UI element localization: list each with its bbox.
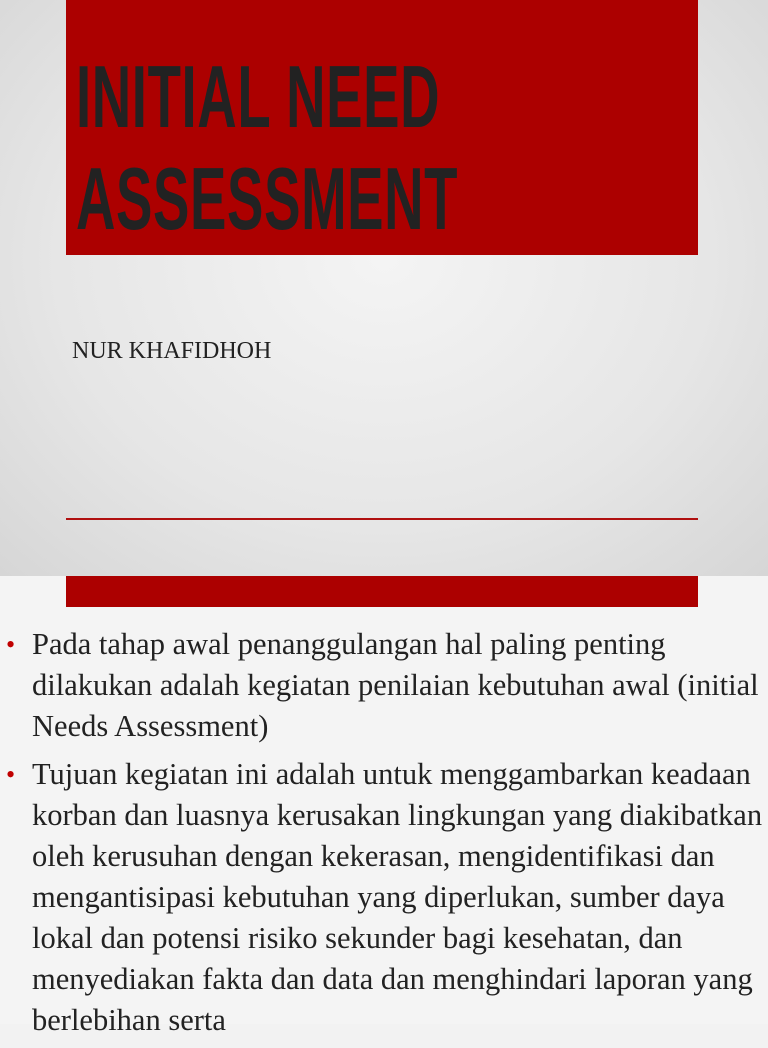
bullet-icon: • bbox=[6, 630, 16, 659]
title-line-2: ASSESSMENT bbox=[76, 149, 459, 248]
divider-line bbox=[66, 518, 698, 520]
bullet-list bbox=[0, 624, 768, 1048]
slide-title bbox=[76, 46, 458, 250]
content-slide bbox=[0, 576, 768, 1037]
bullet-item bbox=[6, 754, 768, 1041]
bullet-item bbox=[6, 624, 768, 747]
title-line-1: INITIAL NEED bbox=[76, 47, 441, 146]
author-name: NUR KHAFIDHOH bbox=[72, 338, 272, 364]
title-band bbox=[66, 576, 698, 607]
bullet-text: Pada tahap awal penanggulangan hal paling penting dilakukan adalah kegiatan penilaian kebutuhan awal (initial Needs Assessment) bbox=[32, 627, 759, 743]
bullet-icon: • bbox=[6, 760, 16, 789]
bullet-text: Tujuan kegiatan ini adalah untuk menggambarkan keadaan korban dan luasnya kerusakan lingkungan yang diakibatkan oleh kerusuhan dengan kekerasan, mengidentifikasi dan mengantisipasi kebutuhan yang diperlukan, sumber daya lokal dan potensi risiko sekunder bagi kesehatan, dan menyediakan fakta dan data dan menghindari laporan yang berlebihan serta bbox=[32, 757, 763, 1037]
